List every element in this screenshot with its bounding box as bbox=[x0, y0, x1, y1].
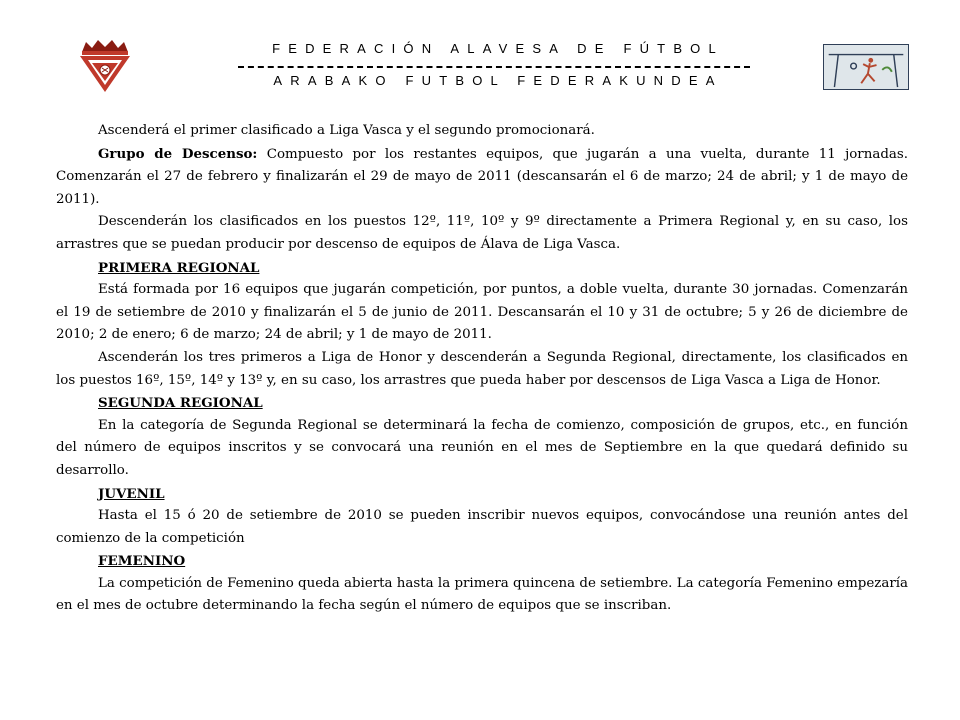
header-divider bbox=[238, 66, 750, 68]
federation-name-basque: ARABAKO FUTBOL FEDERAKUNDEA bbox=[273, 73, 723, 88]
paragraph: La competición de Femenino queda abierta hasta la primera quincena de setiembre. La categoría Femenino empezaría en el mes de octubre determinando la fecha según el número de equipos que se inscriban. bbox=[56, 575, 908, 614]
letterhead bbox=[0, 0, 960, 100]
football-player-pictogram-icon bbox=[823, 44, 909, 90]
document-body bbox=[56, 120, 908, 618]
group-label: Grupo de Descenso: bbox=[98, 145, 258, 162]
section-heading-femenino: FEMENINO bbox=[98, 553, 186, 570]
paragraph bbox=[56, 143, 908, 212]
paragraph: Descenderán los clasificados en los puestos 12º, 11º, 10º y 9º directamente a Primera Regional y, en su caso, los arrastres que se puedan producir por descenso de equipos de Álava de Liga Vasca. bbox=[56, 214, 908, 252]
section-heading-juvenil: JUVENIL bbox=[98, 485, 165, 502]
section-heading-segunda-regional: SEGUNDA REGIONAL bbox=[98, 395, 263, 412]
paragraph: En la categoría de Segunda Regional se determinará la fecha de comienzo, composición de grupos, etc., en función del número de equipos inscritos y se convocará una reunión en el mes de Septiembre en la que quedará definido su desarrollo. bbox=[56, 417, 908, 478]
paragraph: Hasta el 15 ó 20 de setiembre de 2010 se pueden inscribir nuevos equipos, convocándose una reunión antes del comienzo de la competición bbox=[56, 508, 908, 546]
paragraph: Ascenderá el primer clasificado a Liga Vasca y el segundo promocionará. bbox=[98, 123, 595, 138]
federation-crest-icon bbox=[76, 38, 134, 94]
paragraph: Ascenderán los tres primeros a Liga de Honor y descenderán a Segunda Regional, directamente, los clasificados en los puestos 16º, 15º, 14º y 13º y, en su caso, los arrastres que pueda haber por descensos de Liga Vasca a Liga de Honor. bbox=[56, 349, 908, 388]
federation-name-spanish: FEDERACIÓN ALAVESA DE FÚTBOL bbox=[272, 41, 724, 56]
section-heading-primera-regional: PRIMERA REGIONAL bbox=[98, 259, 260, 276]
paragraph: Está formada por 16 equipos que jugarán competición, por puntos, a doble vuelta, durante 30 jornadas. Comenzarán el 19 de setiembre de 2010 y finalizarán el 5 de junio de 2011. Descansarán el 10 y 31 de octubre; 5 y 26 de diciembre de 2010; 2 de enero; 6 de marzo; 24 de abril; y 1 de mayo de 2011. bbox=[56, 282, 908, 343]
paragraph-text: Compuesto por los restantes equipos, que jugarán a una vuelta, durante 11 jornadas. Comenzarán el 27 de febrero y finalizarán el 29 de mayo de 2011 (descansarán el 6 de marzo; 24 de abril; y 1 de mayo de 2011). bbox=[56, 146, 908, 207]
